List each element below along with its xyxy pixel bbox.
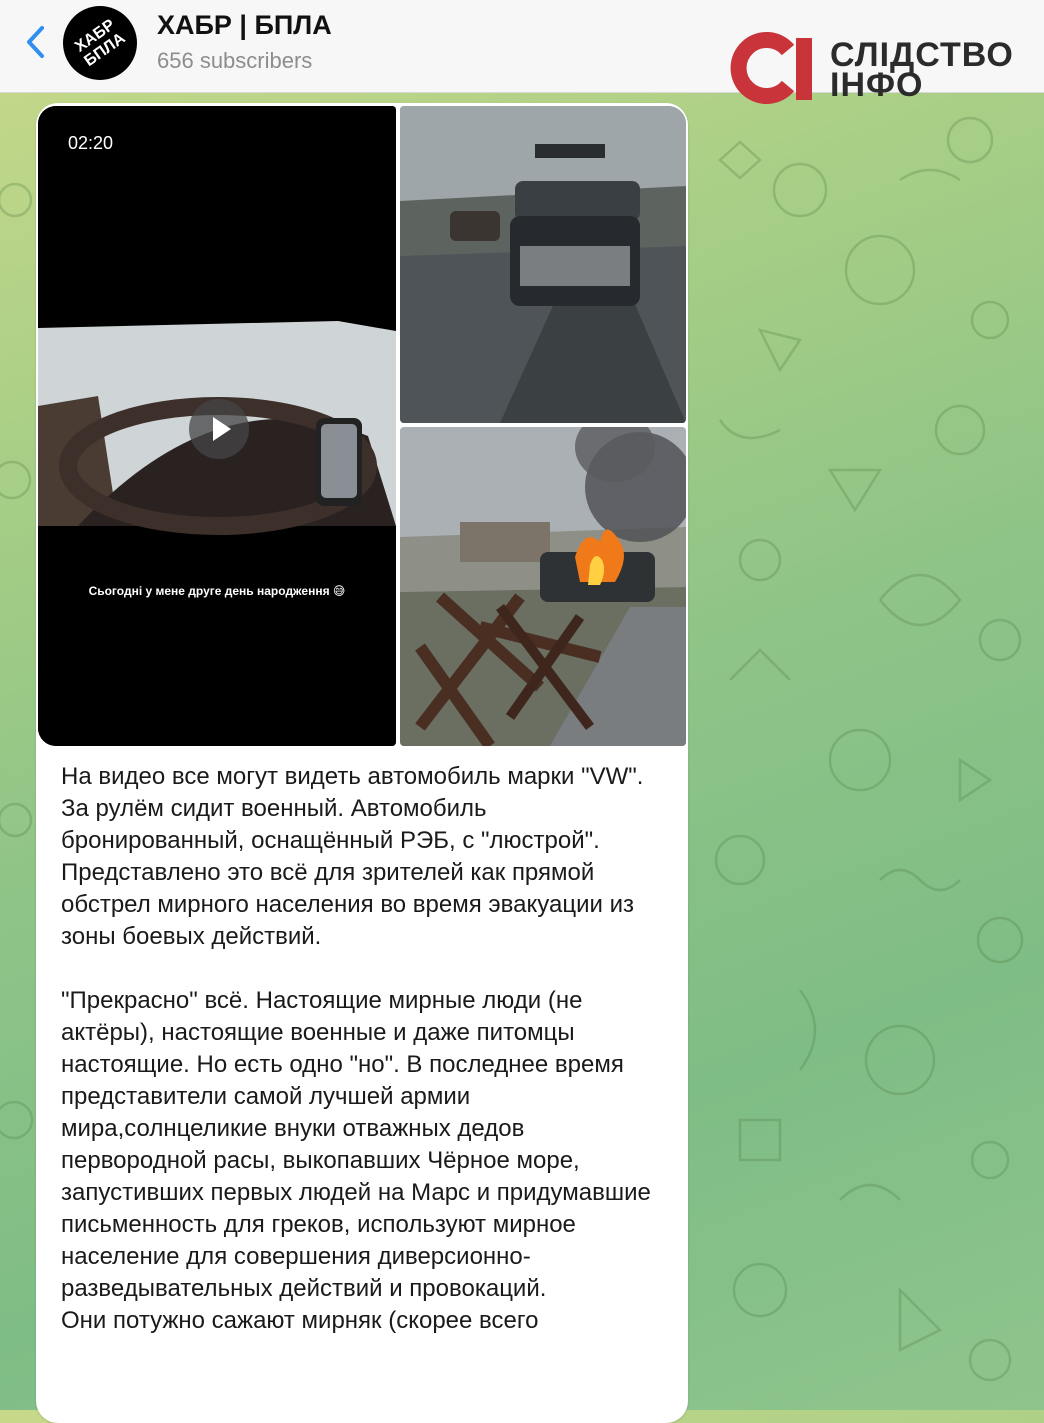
subscriber-count: 656 subscribers bbox=[157, 48, 313, 73]
channel-title[interactable]: ХАБР | БПЛА bbox=[157, 10, 332, 40]
burning-car-image bbox=[400, 427, 686, 746]
slidstvo-logo-mark bbox=[730, 32, 820, 104]
play-button[interactable] bbox=[189, 399, 249, 459]
avatar-logo-text: ХАБР БПЛА bbox=[72, 16, 129, 71]
photo-burning-car[interactable] bbox=[400, 427, 686, 746]
damaged-car-image bbox=[400, 106, 686, 423]
slidstvo-info-watermark bbox=[730, 32, 1020, 104]
watermark-line2: ІНФО bbox=[830, 66, 924, 104]
video-thumbnail[interactable] bbox=[38, 106, 396, 746]
video-duration: 02:20 bbox=[62, 131, 119, 156]
message-bubble bbox=[36, 103, 688, 1423]
watermark-line1: СЛІДСТВО bbox=[830, 36, 1014, 74]
photo-damaged-car[interactable] bbox=[400, 106, 686, 423]
channel-avatar[interactable] bbox=[63, 6, 137, 80]
video-caption: Сьогодні у мене друге день народження 😅 bbox=[88, 584, 346, 598]
message-text: На видео все могут видеть автомобиль марки "VW". За рулём сидит военный. Автомобиль бронированный, оснащённый РЭБ, с "люстрой". Представлено это всё для зрителей как прямой обстрел мирного населения во время эвакуации из зоны боевых действий. "Прекрасно" всё. Настоящие мирные люди (не актёры), настоящие военные и даже питомцы настоящие. Но есть одно "но". В последнее время представители самой лучшей армии мира,солнцеликие внуки отважных дедов первородной расы, выкопавших Чёрное море, запустивших первых людей на Марс и придумавшие письменность для греков, используют мирное население для совершения диверсионно-разведывательных действий и провокаций. Они потужно сажают мирняк (скорее всего bbox=[61, 763, 651, 1334]
chevron-left-icon bbox=[24, 25, 46, 59]
back-button[interactable] bbox=[18, 22, 52, 62]
